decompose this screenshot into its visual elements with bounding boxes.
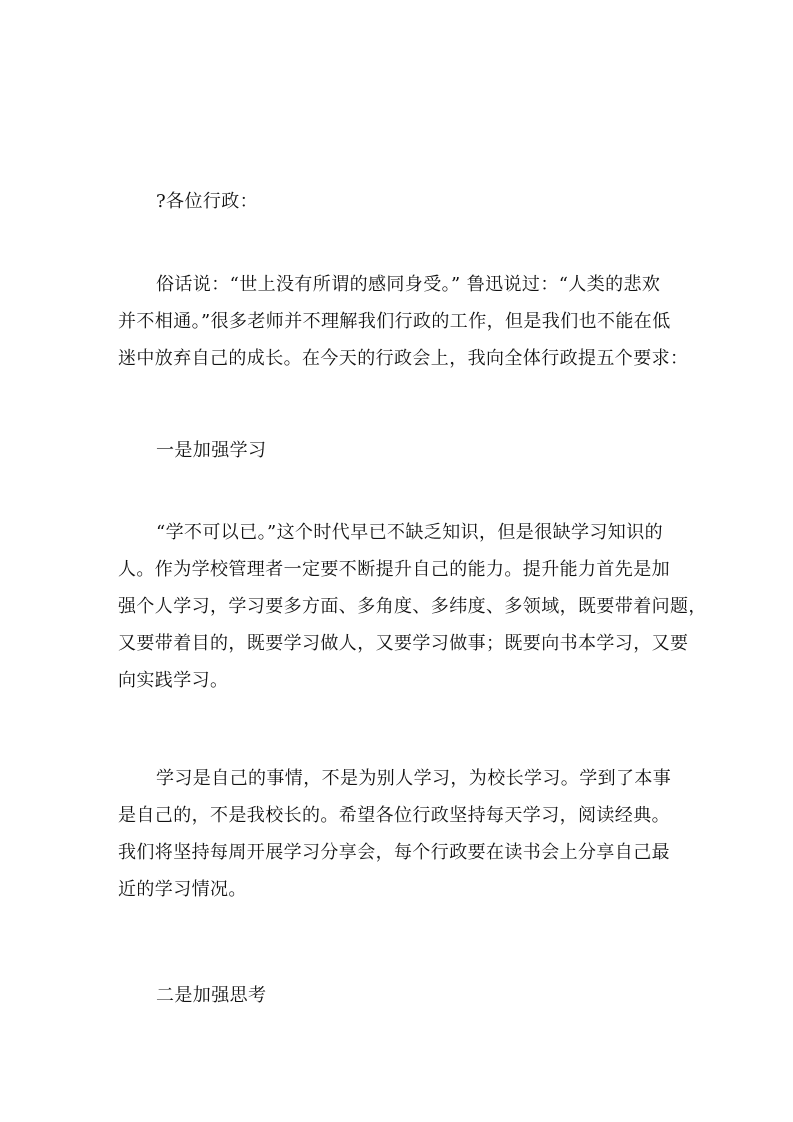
greeting-paragraph (118, 183, 683, 220)
section-heading-2 (118, 977, 683, 1014)
paragraph-line: 人。作为学校管理者一定要不断提升自己的能力。提升能力首先是加 (118, 559, 670, 580)
greeting-line: ?各位行政： (156, 191, 259, 212)
paragraph-line: 是自己的，不是我校长的。希望各位行政坚持每天学习，阅读经典。 (118, 805, 670, 826)
paragraph-line: 俗话说：“世上没有所谓的感同身受。” 鲁迅说过：“人类的悲欢 (156, 274, 661, 295)
intro-paragraph (118, 266, 689, 377)
study-paragraph-1 (118, 514, 707, 699)
paragraph-line: 我们将坚持每周开展学习分享会，每个行政要在读书会上分享自己最 (118, 842, 670, 863)
paragraph-line: “学不可以已。”这个时代早已不缺乏知识，但是很缺学习知识的 (156, 522, 664, 543)
paragraph-line: 近的学习情况。 (118, 879, 247, 900)
heading-line: 二是加强思考 (156, 985, 267, 1006)
section-heading-1 (118, 432, 683, 469)
paragraph-line: 迷中放弃自己的成长。在今天的行政会上，我向全体行政提五个要求： (118, 348, 689, 369)
paragraph-line: 学习是自己的事情，不是为别人学习，为校长学习。学到了本事 (156, 768, 672, 789)
paragraph-line: 又要带着目的，既要学习做人，又要学习做事；既要向书本学习，又要 (118, 633, 689, 654)
heading-line: 一是加强学习 (156, 440, 267, 461)
paragraph-line: 并不相通。”很多老师并不理解我们行政的工作，但是我们也不能在低 (118, 311, 671, 332)
paragraph-line: 强个人学习，学习要多方面、多角度、多纬度、多领域，既要带着问题， (118, 596, 707, 617)
paragraph-line: 向实践学习。 (118, 670, 229, 691)
study-paragraph-2 (118, 760, 683, 908)
